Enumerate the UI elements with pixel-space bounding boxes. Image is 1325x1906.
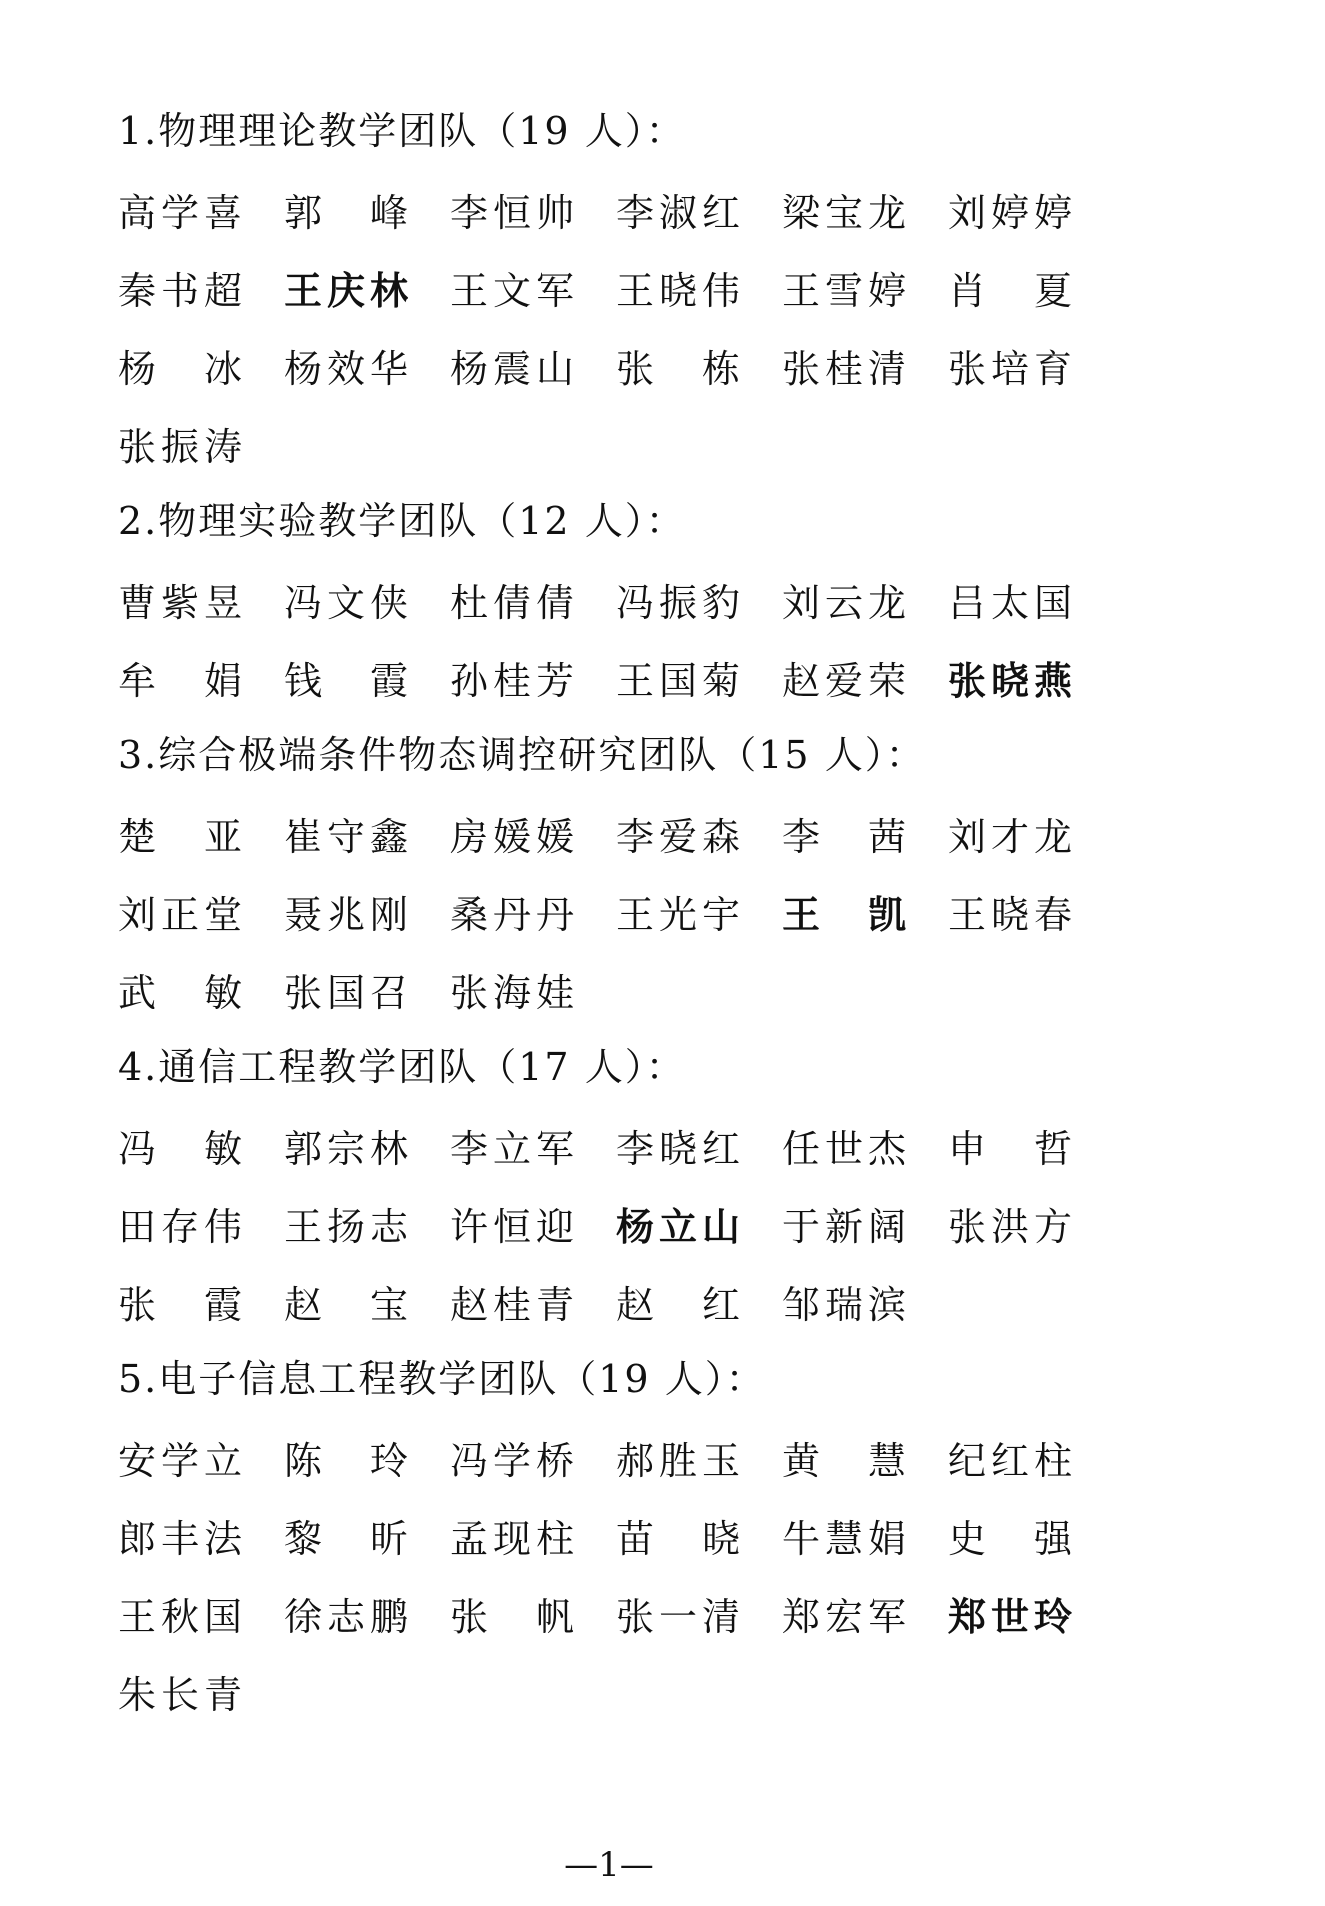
- member-name: 张 栋: [616, 346, 740, 391]
- member-name: 房 媛 媛: [450, 814, 574, 859]
- member-name: 李 恒 帅: [450, 190, 574, 235]
- member-name: 郎 丰 法: [118, 1516, 242, 1561]
- member-name: 史 强: [948, 1516, 1072, 1561]
- member-name: 王 文 军: [450, 268, 574, 313]
- member-name: 冯 振 豹: [616, 580, 740, 625]
- member-name: 田 存 伟: [118, 1204, 242, 1249]
- member-name: 于 新 阔: [782, 1204, 906, 1249]
- member-name: 邹 瑞 滨: [782, 1282, 906, 1327]
- member-name: 杜 倩 倩: [450, 580, 574, 625]
- name-row: [118, 170, 1118, 248]
- team-leader-name: 杨 立 山: [616, 1203, 740, 1249]
- team-heading: 2.物理实验教学团队（12 人）：: [118, 499, 686, 543]
- member-name: 崔 守 鑫: [284, 814, 408, 859]
- member-name: 张 海 娃: [450, 970, 574, 1015]
- member-name: 张 洪 方: [948, 1204, 1072, 1249]
- member-name: 杨 冰: [118, 346, 242, 391]
- member-name: 吕 太 国: [948, 580, 1072, 625]
- member-name: 梁 宝 龙: [782, 190, 906, 235]
- member-name: 陈 玲: [284, 1438, 408, 1483]
- member-name: 杨 震 山: [450, 346, 574, 391]
- member-name: 王 晓 伟: [616, 268, 740, 313]
- member-name: 李 茜: [782, 814, 906, 859]
- name-row: [118, 1184, 1118, 1262]
- member-name: 赵 宝: [284, 1282, 408, 1327]
- member-name: 王 雪 婷: [782, 268, 906, 313]
- member-name: 武 敏: [118, 970, 242, 1015]
- member-name: 王 国 菊: [616, 658, 740, 703]
- name-row: [118, 794, 1118, 872]
- name-row: [118, 1496, 1118, 1574]
- member-name: 张 国 召: [284, 970, 408, 1015]
- name-row: [118, 1574, 1118, 1652]
- team-heading: 4.通信工程教学团队（17 人）：: [118, 1045, 686, 1089]
- team-leader-name: 郑 世 玲: [948, 1593, 1072, 1639]
- member-name: 黄 慧: [782, 1438, 906, 1483]
- name-row: [118, 950, 1118, 1028]
- name-row: [118, 1418, 1118, 1496]
- member-name: 王 晓 春: [948, 892, 1072, 937]
- member-name: 任 世 杰: [782, 1126, 906, 1171]
- name-row: [118, 872, 1118, 950]
- member-name: 聂 兆 刚: [284, 892, 408, 937]
- member-name: 牟 娟: [118, 658, 242, 703]
- member-name: 张 一 清: [616, 1594, 740, 1639]
- member-name: 纪 红 柱: [948, 1438, 1072, 1483]
- name-row: [118, 248, 1118, 326]
- member-name: 孟 现 柱: [450, 1516, 574, 1561]
- member-name: 李 爱 森: [616, 814, 740, 859]
- member-name: 冯 文 侠: [284, 580, 408, 625]
- document-body: [118, 92, 1118, 1730]
- name-row: [118, 638, 1118, 716]
- member-name: 刘 婷 婷: [948, 190, 1072, 235]
- member-name: 楚 亚: [118, 814, 242, 859]
- member-name: 朱 长 青: [118, 1672, 242, 1717]
- member-name: 张 振 涛: [118, 424, 242, 469]
- member-name: 郭 宗 林: [284, 1126, 408, 1171]
- member-name: 冯 敏: [118, 1126, 242, 1171]
- member-name: 王 扬 志: [284, 1204, 408, 1249]
- page-number: —1—: [564, 1845, 654, 1885]
- member-name: 赵 红: [616, 1282, 740, 1327]
- member-name: 郑 宏 军: [782, 1594, 906, 1639]
- name-row: [118, 1652, 1118, 1730]
- team-heading: 1.物理理论教学团队（19 人）：: [118, 109, 686, 153]
- member-name: 李 立 军: [450, 1126, 574, 1171]
- member-name: 申 哲: [948, 1126, 1072, 1171]
- member-name: 刘 才 龙: [948, 814, 1072, 859]
- name-row: [118, 404, 1118, 482]
- member-name: 钱 霞: [284, 658, 408, 703]
- member-name: 曹 紫 昱: [118, 580, 242, 625]
- member-name: 郭 峰: [284, 190, 408, 235]
- team-leader-name: 王 凯: [782, 891, 906, 937]
- member-name: 张 桂 清: [782, 346, 906, 391]
- member-name: 李 晓 红: [616, 1126, 740, 1171]
- member-name: 张 霞: [118, 1282, 242, 1327]
- team-leader-name: 张 晓 燕: [948, 657, 1072, 703]
- team-heading: 5.电子信息工程教学团队（19 人）：: [118, 1357, 766, 1401]
- member-name: 张 培 育: [948, 346, 1072, 391]
- member-name: 赵 桂 青: [450, 1282, 574, 1327]
- member-name: 李 淑 红: [616, 190, 740, 235]
- member-name: 牛 慧 娟: [782, 1516, 906, 1561]
- member-name: 黎 昕: [284, 1516, 408, 1561]
- member-name: 刘 正 堂: [118, 892, 242, 937]
- name-row: [118, 326, 1118, 404]
- member-name: 王 秋 国: [118, 1594, 242, 1639]
- member-name: 冯 学 桥: [450, 1438, 574, 1483]
- member-name: 许 恒 迎: [450, 1204, 574, 1249]
- member-name: 秦 书 超: [118, 268, 242, 313]
- member-name: 苗 晓: [616, 1516, 740, 1561]
- name-row: [118, 560, 1118, 638]
- member-name: 徐 志 鹏: [284, 1594, 408, 1639]
- name-row: [118, 1262, 1118, 1340]
- member-name: 高 学 喜: [118, 190, 242, 235]
- team-heading: 3.综合极端条件物态调控研究团队（15 人）：: [118, 733, 926, 777]
- member-name: 桑 丹 丹: [450, 892, 574, 937]
- name-row: [118, 1106, 1118, 1184]
- member-name: 王 光 宇: [616, 892, 740, 937]
- team-leader-name: 王 庆 林: [284, 267, 408, 313]
- member-name: 刘 云 龙: [782, 580, 906, 625]
- member-name: 张 帆: [450, 1594, 574, 1639]
- member-name: 杨 效 华: [284, 346, 408, 391]
- member-name: 肖 夏: [948, 268, 1072, 313]
- member-name: 赵 爱 荣: [782, 658, 906, 703]
- member-name: 安 学 立: [118, 1438, 242, 1483]
- member-name: 孙 桂 芳: [450, 658, 574, 703]
- member-name: 郝 胜 玉: [616, 1438, 740, 1483]
